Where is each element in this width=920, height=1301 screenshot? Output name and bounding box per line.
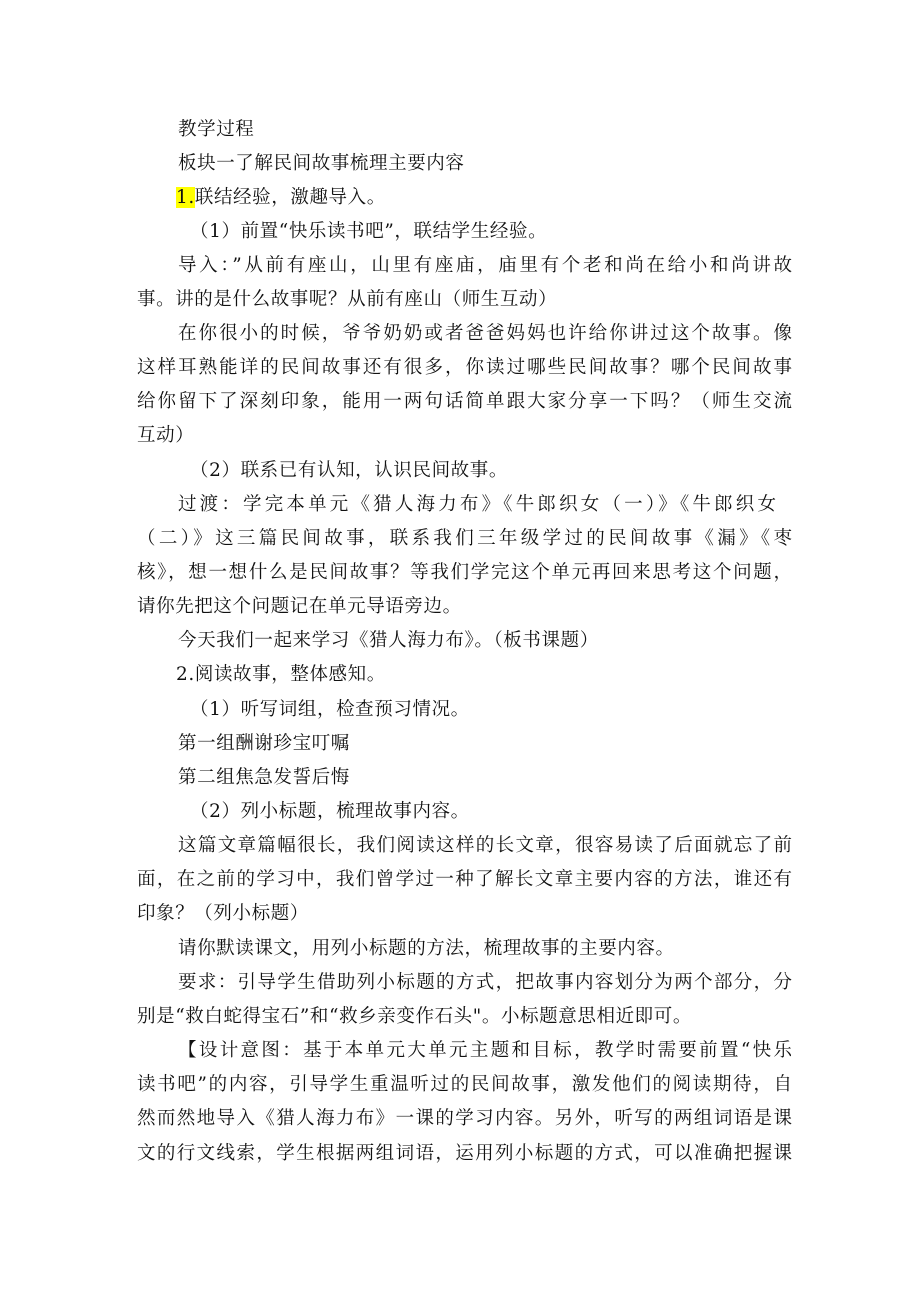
substep-heading: （2）列小标题，梳理故事内容。 [190, 801, 470, 822]
paragraph-line: 今天我们一起来学习《猎人海力布》。（板书课题） [178, 630, 599, 651]
paragraph-line: 给你留下了深刻印象，能用一两句话简单跟大家分享一下吗？（师生交流 [137, 391, 792, 412]
paragraph-line: 在你很小的时候，爷爷奶奶或者爸爸妈妈也许给你讲过这个故事。像 [178, 323, 792, 344]
substep-heading: （1）听写词组，检查预习情况。 [190, 699, 470, 720]
section-heading: 教学过程 [178, 119, 255, 140]
paragraph-line: 事。讲的是什么故事呢？从前有座山（师生互动） [137, 289, 558, 310]
paragraph-line: （二）》这三篇民间故事，联系我们三年级学过的民间故事《漏》《枣 [137, 528, 792, 549]
paragraph-line: 请你先把这个问题记在单元导语旁边。 [137, 596, 462, 617]
step-heading-1 [176, 185, 386, 211]
design-intent-line: 【设计意图：基于本单元大单元主题和目标，教学时需要前置“快乐 [178, 1040, 792, 1061]
paragraph-line: 印象？（列小标题） [137, 903, 309, 924]
paragraph-line: 面，在之前的学习中，我们曾学过一种了解长文章主要内容的方法，谁还有 [137, 869, 792, 890]
block-title: 板块一了解民间故事梳理主要内容 [178, 153, 465, 174]
paragraph-line: 互动） [137, 425, 195, 446]
word-group-2: 第二组焦急发誓后悔 [178, 767, 350, 788]
paragraph-line: 请你默读课文，用列小标题的方法，梳理故事的主要内容。 [178, 938, 675, 959]
paragraph-line: 导入：”从前有座山，山里有座庙，庙里有个老和尚在给小和尚讲故 [178, 255, 792, 276]
highlighted-step-number: 1. [176, 187, 195, 208]
design-intent-line: 读书吧”的内容，引导学生重温听过的民间故事，激发他们的阅读期待，自 [137, 1074, 792, 1095]
word-group-1: 第一组酬谢珍宝叮嘱 [178, 733, 350, 754]
design-intent-line: 然而然地导入《猎人海力布》一课的学习内容。另外，听写的两组词语是课 [137, 1108, 792, 1129]
paragraph-line: 要求：引导学生借助列小标题的方式，把故事内容划分为两个部分，分 [178, 972, 792, 993]
substep-heading: （1）前置“快乐读书吧”，联结学生经验。 [190, 221, 548, 242]
substep-heading: （2）联系已有认知，认识民间故事。 [190, 460, 508, 481]
paragraph-line: 这篇文章篇幅很长，我们阅读这样的长文章，很容易读了后面就忘了前 [178, 835, 792, 856]
paragraph-line: 核》，想一想什么是民间故事？等我们学完这个单元再回来思考这个问题， [137, 562, 792, 583]
paragraph-line: 别是“救白蛇得宝石”和“救乡亲变作石头"。小标题意思相近即可。 [137, 1006, 692, 1027]
step-heading-2: 2.阅读故事，整体感知。 [176, 664, 386, 685]
step-heading-1-text: 联结经验，激趣导入。 [194, 187, 386, 208]
design-intent-line: 文的行文线索，学生根据两组词语，运用列小标题的方式，可以准确把握课 [137, 1143, 792, 1164]
paragraph-line: 这样耳熟能详的民间故事还有很多，你读过哪些民间故事？哪个民间故事 [137, 357, 792, 378]
paragraph-line: 过渡：学完本单元《猎人海力布》《牛郎织女（一）》《牛郎织女 [178, 494, 776, 515]
